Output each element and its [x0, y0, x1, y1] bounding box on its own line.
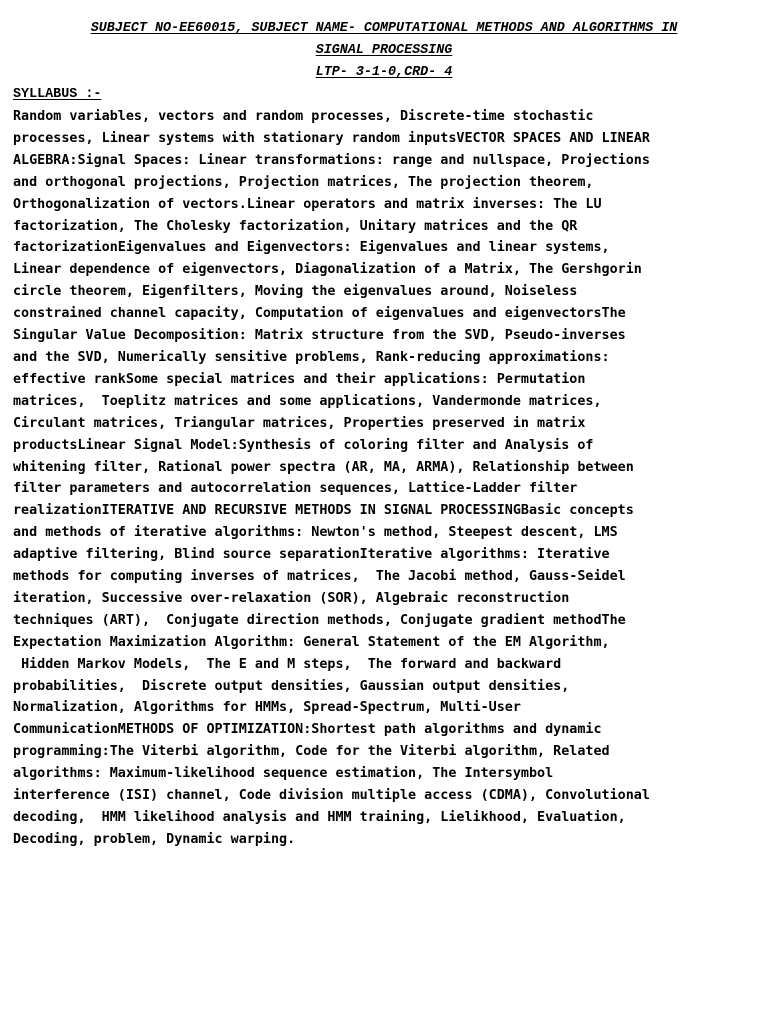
credits-line: [13, 62, 755, 84]
credits-text: LTP- 3-1-0,CRD- 4: [315, 65, 453, 80]
document-page: [13, 18, 755, 851]
subject-title-continued-text: SIGNAL PROCESSING: [315, 43, 453, 58]
subject-title-continued-line: [13, 40, 755, 62]
subject-title-text: SUBJECT NO-EE60015, SUBJECT NAME- COMPUTATIONAL METHODS AND ALGORITHMS IN: [90, 21, 678, 36]
syllabus-body: Random variables, vectors and random processes, Discrete-time stochastic processes, Linear systems with stationary random inputsVECTOR SPACES AND LINEAR ALGEBRA:Signal Spaces: Linear transformations: range and nullspace, Projections and orthogonal projections, Projection matrices, The projection theorem, Orthogonalization of vectors.Linear operators and matrix inverses: The LU factorization, The Cholesky factorization, Unitary matrices and the QR factorizationEigenvalues and Eigenvectors: Eigenvalues and linear systems, Linear dependence of eigenvectors, Diagonalization of a Matrix, The Gershgorin circle theorem, Eigenfilters, Moving the eigenvalues around, Noiseless constrained channel capacity, Computation of eigenvalues and eigenvectorsThe Singular Value Decomposition: Matrix structure from the SVD, Pseudo-inverses and the SVD, Numerically sensitive problems, Rank-reducing approximations: effective rankSome special matrices and their applications: Permutation matrices, Toeplitz matrices and some applications, Vandermonde matrices, Circulant matrices, Triangular matrices, Properties preserved in matrix productsLinear Signal Model:Synthesis of coloring filter and Analysis of whitening filter, Rational power spectra (AR, MA, ARMA), Relationship between filter parameters and autocorrelation sequences, Lattice-Ladder filter realizationITERATIVE AND RECURSIVE METHODS IN SIGNAL PROCESSINGBasic concepts and methods of iterative algorithms: Newton's method, Steepest descent, LMS adaptive filtering, Blind source separationIterative algorithms: Iterative methods for computing inverses of matrices, The Jacobi method, Gauss-Seidel iteration, Successive over-relaxation (SOR), Algebraic reconstruction techniques (ART), Conjugate direction methods, Conjugate gradient methodThe Expectation Maximization Algorithm: General Statement of the EM Algorithm, Hidden Markov Models, The E and M steps, The forward and backward probabilities, Discrete output densities, Gaussian output densities, Normalization, Algorithms for HMMs, Spread-Spectrum, Multi-User CommunicationMETHODS OF OPTIMIZATION:Shortest path algorithms and dynamic programming:The Viterbi algorithm, Code for the Viterbi algorithm, Related algorithms: Maximum-likelihood sequence estimation, The Intersymbol interference (ISI) channel, Code division multiple access (CDMA), Convolutional decoding, HMM likelihood analysis and HMM training, Lielikhood, Evaluation, Decoding, problem, Dynamic warping.: [13, 109, 650, 847]
subject-title-line: [13, 18, 755, 40]
syllabus-heading-row: [13, 84, 755, 106]
syllabus-heading: SYLLABUS :-: [13, 87, 102, 102]
subject-header: [13, 18, 755, 84]
